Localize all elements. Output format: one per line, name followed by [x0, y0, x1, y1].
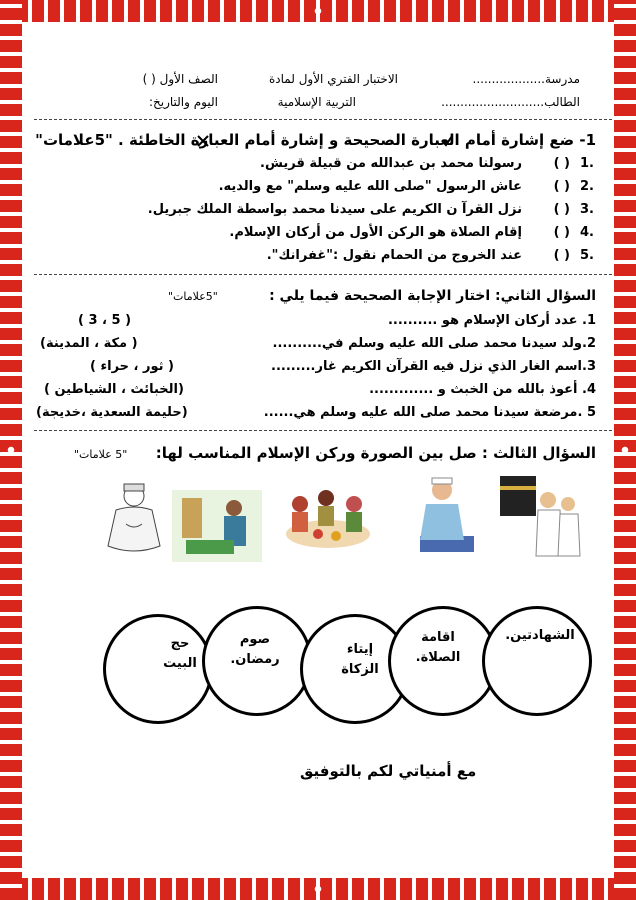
list-item-text: نزل القرآ ن الكريم على سيدنا محمد بواسطة الملك جبريل.: [147, 202, 522, 217]
circle-label-hajj: [150, 634, 210, 674]
student-field: الطالب...........................: [441, 95, 580, 109]
closing-message: مع أمنياتي لكم بالتوفيق: [300, 762, 477, 780]
circle-shahada[interactable]: [482, 606, 592, 716]
question-1-title: 1- ضع إشارة أمام العبارة الصحيحة و إشارة أمام العبارة الخاطئة . "5علامات": [35, 131, 596, 149]
list-item-number: 3.: [580, 202, 594, 217]
answer-options[interactable]: (الخبائث ، الشياطين ): [44, 382, 184, 397]
list-item-number: 2.: [580, 179, 594, 194]
circle-label-salat: [408, 628, 468, 668]
subject-name: التربية الإسلامية: [277, 95, 356, 109]
list-item-text: إقام الصلاة هو الركن الأول من أركان الإسلام.: [229, 225, 522, 240]
list-item-text: 4. أعوذ بالله من الخبث و .............: [369, 382, 596, 397]
list-item-number: 4.: [580, 225, 594, 240]
circle-label-shahada: [500, 626, 580, 646]
circle-label-zakat: [330, 640, 390, 680]
answer-parentheses[interactable]: ( ): [553, 248, 570, 263]
hajj-pilgrims-image[interactable]: [500, 470, 582, 560]
answer-parentheses[interactable]: ( ): [553, 202, 570, 217]
exam-title: الاختبار الفتري الأول لمادة: [269, 72, 398, 86]
circle-text: صوم رمضان.: [230, 632, 280, 667]
divider: [34, 430, 612, 431]
marks-label: "5 علامات": [74, 448, 128, 461]
list-item-text: 3.اسم الغار الذي نزل فيه القرآن الكريم غار.........: [271, 359, 596, 374]
list-item-text: عند الخروج من الحمام نقول :"غفرانك".: [266, 248, 522, 263]
answer-options[interactable]: ( ثور ، حراء ): [90, 359, 174, 374]
circle-label-sawm: [220, 630, 290, 670]
date-field: اليوم والتاريخ:: [148, 95, 218, 109]
list-item-text: رسولنا محمد بن عبدالله من قبيلة قريش.: [260, 156, 522, 171]
answer-options[interactable]: ( 3 ، 5 ): [78, 313, 132, 328]
list-item-number: 1.: [580, 156, 594, 171]
answer-parentheses[interactable]: ( ): [553, 225, 570, 240]
question-3-title: السؤال الثالث : صل بين الصورة وركن الإسلام المناسب لها:: [155, 444, 596, 462]
list-item-text: 5 .مرضعة سيدنا محمد صلى الله عليه وسلم هي......: [263, 405, 596, 420]
fasting-family-image[interactable]: [278, 482, 378, 554]
list-item-text: 2.ولد سيدنا محمد صلى الله عليه وسلم في..........: [272, 336, 596, 351]
divider: [34, 274, 612, 275]
divider: [34, 119, 612, 120]
zakat-image[interactable]: [172, 490, 262, 562]
decorative-border-bottom: [0, 878, 636, 900]
marks-label: "5علامات": [168, 290, 218, 303]
decorative-border-right: [614, 0, 636, 900]
question-2-title: السؤال الثاني: اختار الإجابة الصحيحة فيما يلي :: [269, 288, 596, 304]
answer-options[interactable]: ( مكة ، المدينة): [40, 336, 138, 351]
circle-text: إيتاء الزكاة: [341, 642, 379, 677]
list-item-text: عاش الرسول "صلى الله عليه وسلم" مع والديه.: [218, 179, 522, 194]
school-field: مدرسة...................: [472, 72, 580, 86]
circle-text: حج البيت: [163, 636, 197, 671]
circle-text: اقامة الصلاة.: [415, 630, 461, 665]
answer-parentheses[interactable]: ( ): [553, 156, 570, 171]
cross-icon: [196, 134, 210, 148]
decorative-border-top: [0, 0, 636, 22]
praying-boy-image[interactable]: [408, 474, 478, 558]
check-icon: [440, 134, 454, 148]
shahada-boy-image[interactable]: [96, 480, 172, 558]
answer-options[interactable]: (حليمة السعدية ،خديجة): [36, 405, 188, 420]
list-item-number: 5.: [580, 248, 594, 263]
list-item-text: 1. عدد أركان الإسلام هو ..........: [387, 313, 596, 328]
circle-text: الشهادتين.: [505, 628, 575, 643]
grade-field: الصف الأول ( ): [142, 72, 218, 86]
decorative-border-left: [0, 0, 22, 900]
answer-parentheses[interactable]: ( ): [553, 179, 570, 194]
